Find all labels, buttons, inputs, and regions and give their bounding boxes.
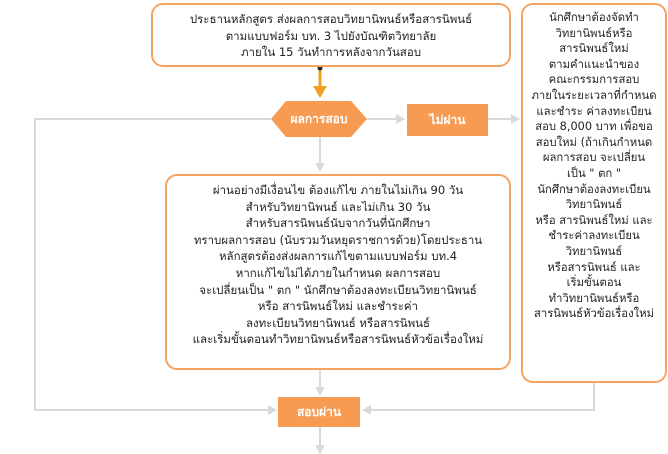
top-box-line: ประธานหลักสูตร ส่งผลการสอบวิทยานิพนธ์หรือสารนิพนธ์ [189,12,473,26]
right-box-line: วิทยานิพนธ์ [565,198,623,212]
middle-box-line: ทราบผลการสอบ (นับรวมวันหยุดราชการด้วย)โดยประธาน [193,232,483,247]
pass-box: สอบผ่าน [278,397,360,427]
arrowhead-to-middle [315,163,325,172]
arrowhead-to-pass [315,387,325,396]
right-box-line: ทำวิทยานิพนธ์หรือ [548,291,640,305]
right-box-line: เป็น " ตก " [566,166,622,180]
right-box-line: ภายในระยะเวลาที่กำหนด [531,88,657,102]
middle-box-line: ผ่านอย่างมีเงื่อนไข ต้องแก้ไข ภายในไม่เกิน 90 วัน [212,183,464,197]
connector-right-to-pass [369,383,594,410]
middle-box-line: สำหรับสารนิพนธ์นับจากวันที่นักศึกษา [245,216,431,231]
arrowhead-down-exit [315,445,325,454]
middle-box-line: ลงทะเบียนวิทยานิพนธ์ หรือสารนิพนธ์ [245,315,431,330]
right-box-line: สารนิพนธ์หัวข้อเรื่องใหม่ [533,307,655,321]
right-box-line: สารนิพนธ์ใหม่ [559,42,629,56]
middle-box-line: จะเปลี่ยนเป็น " ตก " นักศึกษาต้องลงทะเบียนวิทยานิพนธ์ [199,282,477,297]
fail-instructions-box [521,3,667,383]
right-box-line: วิทยานิพนธ์ [565,244,623,258]
right-box-line: ชำระค่าลงทะเบียน [548,229,640,243]
decision-label: ผลการสอบ [290,112,348,126]
top-box-line: ตามแบบฟอร์ม บท. 3 ไปยังบัณฑิตวิทยาลัย [225,28,437,43]
arrowhead-to-fail [396,114,405,124]
right-box-line: นักศึกษาต้องลงทะเบียน [537,182,651,196]
right-box-line: ผลการสอบ จะเปลี่ยน [542,151,646,165]
fail-box: ไม่ผ่าน [407,104,488,136]
right-box-line: วิทยานิพนธ์หรือ [555,26,633,40]
middle-box-line: และเริ่มขั้นตอนทำวิทยานิพนธ์หรือสารนิพนธ์หัวข้อเรื่องใหม่ [192,332,484,347]
submit-results-box [151,3,511,67]
middle-box-line: หรือ สารนิพนธ์ใหม่ และชำระค่า [257,299,419,314]
right-box-line: สอบใหม่ (ถ้าเกินกำหนด [535,135,653,149]
right-box-line: นักศึกษาต้องจัดทำ [549,11,639,24]
right-box-line: หรือ สารนิพนธ์ใหม่ และ [535,213,653,227]
right-box-line: หรือสารนิพนธ์ และ [547,260,641,274]
arrowhead-to-right-box [511,114,520,124]
right-box-line: สอบ 8,000 บาท เพื่อขอ [535,120,653,134]
right-box-line: คณะกรรมการสอบ [548,73,640,87]
arrowhead-to-pass-left [268,405,277,415]
arrowhead-to-decision [313,86,327,98]
middle-box-line: หลักสูตรต้องส่งผลการแก้ไขตามแบบฟอร์ม บท.4 [218,249,458,264]
right-box-line: เริ่มขั้นตอน [566,276,622,290]
right-box-line: ตามคำแนะนำของ [548,57,640,71]
conditional-pass-box [165,174,511,370]
middle-box-line: สำหรับวิทยานิพนธ์ และไม่เกิน 30 วัน [245,199,431,214]
top-box-line: ภายใน 15 วันทำการหลังจากวันสอบ [240,45,422,60]
right-box-line: และชำระ ค่าลงทะเบียน [536,104,652,118]
arrowhead-to-pass-right [362,405,371,415]
middle-box-line: หากแก้ไขไม่ได้ภายในกำหนด ผลการสอบ [235,265,441,280]
